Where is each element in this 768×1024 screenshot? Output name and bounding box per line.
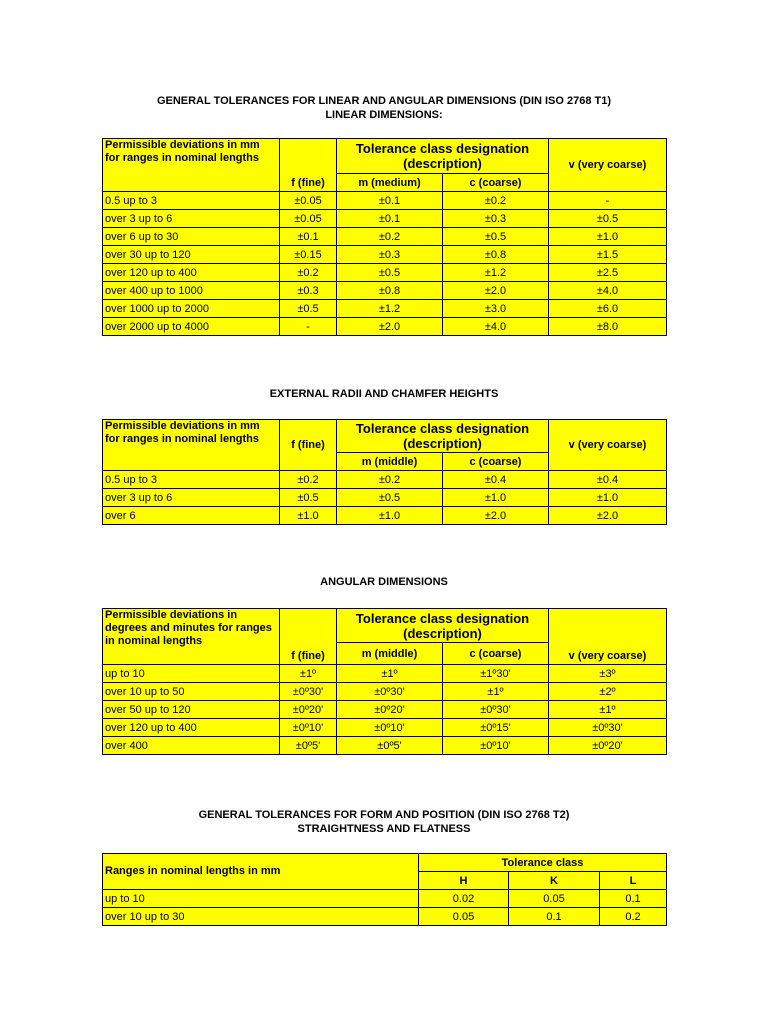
radii-chamfer-table (102, 419, 667, 525)
range-cell: 0.5 up to 3 (103, 471, 280, 489)
value-cell: ±0º10' (280, 719, 337, 737)
value-cell: ±1.0 (443, 489, 549, 507)
fine-header: f (fine) (280, 609, 337, 665)
table-body (103, 665, 667, 755)
value-cell: ±2º (549, 683, 667, 701)
value-cell: ±2.0 (549, 507, 667, 525)
table-row (103, 471, 667, 489)
middle-header: m (middle) (337, 643, 443, 665)
value-cell: ±4.0 (443, 318, 549, 336)
value-cell: ±0.4 (549, 471, 667, 489)
table-row (103, 264, 667, 282)
range-header: Permissible deviations in mm for ranges in nominal lengths (103, 420, 280, 471)
value-cell: ±0.5 (549, 210, 667, 228)
value-cell: ±0.5 (337, 264, 443, 282)
straightness-flatness-table (102, 853, 667, 926)
value-cell: 0.05 (509, 890, 600, 908)
value-cell: 0.1 (600, 890, 667, 908)
range-cell: over 6 up to 30 (103, 228, 280, 246)
coarse-header: c (coarse) (443, 643, 549, 665)
range-cell: over 3 up to 6 (103, 210, 280, 228)
section3-title: ANGULAR DIMENSIONS (320, 576, 448, 588)
table-body (103, 192, 667, 336)
value-cell: ±0.3 (280, 282, 337, 300)
range-cell: over 6 (103, 507, 280, 525)
table-row (103, 665, 667, 683)
table-row (103, 507, 667, 525)
value-cell: ±1.0 (549, 228, 667, 246)
value-cell: ±0.2 (280, 471, 337, 489)
table-body (103, 471, 667, 525)
range-cell: over 1000 up to 2000 (103, 300, 280, 318)
value-cell: ±0.1 (280, 228, 337, 246)
value-cell: ±0º10' (443, 737, 549, 755)
value-cell: ±0º5' (280, 737, 337, 755)
value-cell: ±0.2 (337, 228, 443, 246)
value-cell: ±1.0 (549, 489, 667, 507)
value-cell: ±0º15' (443, 719, 549, 737)
table-row (103, 300, 667, 318)
value-cell: ±0.05 (280, 210, 337, 228)
very-coarse-header: v (very coarse) (549, 139, 667, 192)
value-cell: ±6.0 (549, 300, 667, 318)
value-cell: ±0.5 (280, 489, 337, 507)
value-cell: ±1º (549, 701, 667, 719)
value-cell: ±0.1 (337, 210, 443, 228)
value-cell: ±8.0 (549, 318, 667, 336)
value-cell: ±1.2 (337, 300, 443, 318)
range-cell: over 400 up to 1000 (103, 282, 280, 300)
value-cell: ±0.1 (337, 192, 443, 210)
range-header: Permissible deviations in mm for ranges in nominal lengths (103, 139, 280, 192)
range-cell: over 2000 up to 4000 (103, 318, 280, 336)
value-cell: ±1.5 (549, 246, 667, 264)
value-cell: ±1º30' (443, 665, 549, 683)
value-cell: ±0.2 (337, 471, 443, 489)
value-cell: ±0.5 (280, 300, 337, 318)
value-cell: - (549, 192, 667, 210)
value-cell: ±2.0 (443, 507, 549, 525)
section1-title: GENERAL TOLERANCES FOR LINEAR AND ANGULAR DIMENSIONS (DIN ISO 2768 T1) (156, 95, 612, 107)
range-cell: over 10 up to 50 (103, 683, 280, 701)
value-cell: ±0.8 (337, 282, 443, 300)
table-row (103, 282, 667, 300)
value-cell: ±2.0 (443, 282, 549, 300)
section4-title: GENERAL TOLERANCES FOR FORM AND POSITION (DIN ISO 2768 T2) (198, 809, 570, 821)
value-cell: ±2.0 (337, 318, 443, 336)
value-cell: ±0º30' (337, 683, 443, 701)
table-body (103, 890, 667, 926)
class-l-header: L (600, 872, 667, 890)
range-cell: over 30 up to 120 (103, 246, 280, 264)
angular-dimensions-table (102, 608, 667, 755)
value-cell: ±0º20' (337, 701, 443, 719)
tolerance-class-header: Tolerance class designation (description) (337, 139, 549, 174)
section2-heading (0, 387, 768, 401)
class-h-header: H (419, 872, 509, 890)
value-cell: ±0º20' (549, 737, 667, 755)
value-cell: ±1.0 (280, 507, 337, 525)
coarse-header: c (coarse) (443, 453, 549, 471)
range-header: Ranges in nominal lengths in mm (103, 854, 419, 890)
value-cell: ±0.5 (443, 228, 549, 246)
table-row (103, 737, 667, 755)
value-cell: ±0.2 (280, 264, 337, 282)
value-cell: ±0.5 (337, 489, 443, 507)
value-cell: ±1º (280, 665, 337, 683)
table-row (103, 246, 667, 264)
range-cell: over 3 up to 6 (103, 489, 280, 507)
table-row (103, 210, 667, 228)
table-row (103, 318, 667, 336)
range-cell: over 400 (103, 737, 280, 755)
value-cell: 0.02 (419, 890, 509, 908)
value-cell: ±4.0 (549, 282, 667, 300)
value-cell: ±0.2 (443, 192, 549, 210)
section1-subtitle: LINEAR DIMENSIONS: (325, 109, 443, 121)
range-cell: over 10 up to 30 (103, 908, 419, 926)
value-cell: ±1.2 (443, 264, 549, 282)
section1-heading (0, 94, 768, 122)
value-cell: ±1º (337, 665, 443, 683)
table-row (103, 890, 667, 908)
linear-dimensions-table (102, 138, 667, 336)
table-row (103, 228, 667, 246)
class-k-header: K (509, 872, 600, 890)
value-cell: 0.05 (419, 908, 509, 926)
table-row (103, 489, 667, 507)
range-cell: over 120 up to 400 (103, 264, 280, 282)
range-cell: over 50 up to 120 (103, 701, 280, 719)
section4-heading (0, 808, 768, 836)
value-cell: ±2.5 (549, 264, 667, 282)
value-cell: ±0º30' (443, 701, 549, 719)
tolerance-class-header: Tolerance class designation (description) (337, 420, 549, 453)
range-header: Permissible deviations in degrees and minutes for ranges in nominal lengths (103, 609, 280, 665)
value-cell: ±0º30' (280, 683, 337, 701)
value-cell: ±0.3 (337, 246, 443, 264)
value-cell: ±1º (443, 683, 549, 701)
tolerance-class-header: Tolerance class (419, 854, 667, 872)
value-cell: ±1.0 (337, 507, 443, 525)
value-cell: ±0.15 (280, 246, 337, 264)
medium-header: m (medium) (337, 174, 443, 192)
table-row (103, 701, 667, 719)
value-cell: ±3.0 (443, 300, 549, 318)
fine-header: f (fine) (280, 139, 337, 192)
table-row (103, 192, 667, 210)
section3-heading (0, 575, 768, 589)
value-cell: 0.2 (600, 908, 667, 926)
value-cell: ±0º30' (549, 719, 667, 737)
value-cell: 0.1 (509, 908, 600, 926)
very-coarse-header: v (very coarse) (549, 609, 667, 665)
section2-title: EXTERNAL RADII AND CHAMFER HEIGHTS (269, 388, 499, 400)
value-cell: ±3º (549, 665, 667, 683)
value-cell: - (280, 318, 337, 336)
table-row (103, 908, 667, 926)
middle-header: m (middle) (337, 453, 443, 471)
range-cell: 0.5 up to 3 (103, 192, 280, 210)
table-row (103, 683, 667, 701)
coarse-header: c (coarse) (443, 174, 549, 192)
range-cell: up to 10 (103, 665, 280, 683)
value-cell: ±0.4 (443, 471, 549, 489)
value-cell: ±0.8 (443, 246, 549, 264)
value-cell: ±0.05 (280, 192, 337, 210)
fine-header: f (fine) (280, 420, 337, 471)
value-cell: ±0º10' (337, 719, 443, 737)
value-cell: ±0.3 (443, 210, 549, 228)
table-row (103, 719, 667, 737)
tolerance-class-header: Tolerance class designation (description) (337, 609, 549, 643)
range-cell: over 120 up to 400 (103, 719, 280, 737)
section4-subtitle: STRAIGHTNESS AND FLATNESS (297, 823, 471, 835)
range-cell: up to 10 (103, 890, 419, 908)
value-cell: ±0º5' (337, 737, 443, 755)
value-cell: ±0º20' (280, 701, 337, 719)
very-coarse-header: v (very coarse) (549, 420, 667, 471)
